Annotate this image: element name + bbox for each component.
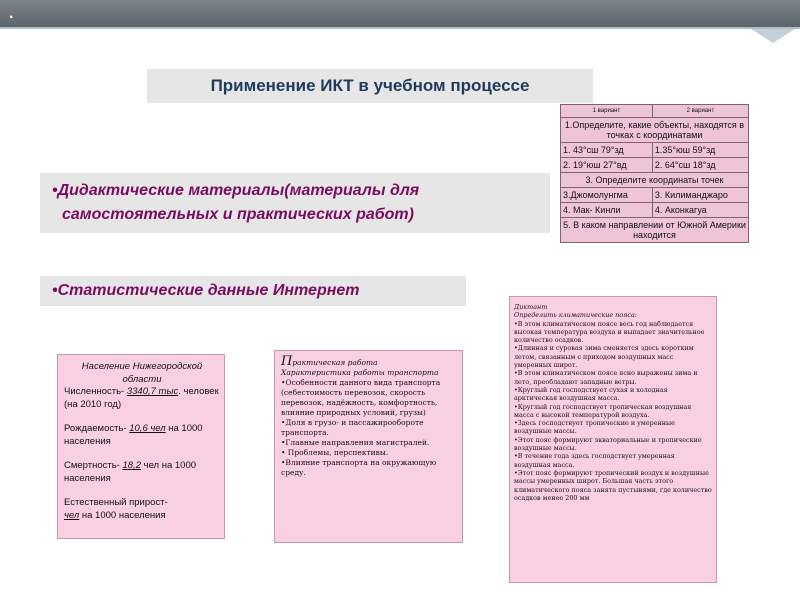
dictation-list [514, 320, 712, 503]
title-bar-divider [0, 27, 800, 29]
quiz-task-3: 3. Определите координаты точек [561, 173, 749, 188]
didactic-line-1: •Дидактические материалы(материалы для [52, 182, 420, 199]
population-count: Численность- 3340,7 тыс. человек (на 2010 год) [64, 386, 219, 410]
quiz-task-1: 1.Определите, какие объекты, находятся в точках с координатами [561, 118, 749, 143]
dictation-subtitle: Определить климатические пояса: [514, 311, 637, 320]
quiz-cell: 1.35°юш 59°зд [652, 143, 748, 158]
quiz-header-variant-2: 2 вариант [652, 105, 748, 118]
quiz-cell: 4. Аконкагуа [652, 203, 748, 218]
list-item: •Влияние транспорта на окружающую среду. [281, 458, 437, 477]
list-item: •Круглый год господствует сухая и холодная арктическая воздушная масса. [514, 385, 668, 403]
didactic-materials-banner [40, 173, 550, 233]
title-bar [0, 0, 800, 27]
quiz-table [560, 104, 749, 243]
quiz-task-5: 5. В каком направлении от Южной Америки находится [561, 218, 749, 243]
practical-title: Практическая работа [281, 354, 378, 369]
dictation-card [509, 296, 717, 583]
list-item: •Главные направления магистралей. [281, 438, 430, 447]
list-item: •В течение года здесь господствует умеренная воздушная масса. [514, 452, 675, 469]
list-item: •В этом климатическом поясе ясно выражены зима и лето, преобладают западные ветры. [514, 369, 698, 386]
corner-triangle-decoration [751, 29, 795, 43]
quiz-cell: 2. 19°юш 27°вд [561, 158, 653, 173]
quiz-cell: 4. Мак- Кинли [561, 203, 653, 218]
list-item: •Здесь господствует тропические и умеренные воздушные массы. [514, 419, 675, 436]
list-item: •Особенности данного вида транспорта (себестоимость перевозок, скорость перевозок, надёжность, комфортность, влияние природных условий, грузы) [281, 378, 441, 417]
quiz-cell: 3.Джомолунгма [561, 188, 653, 203]
list-item: •Доля в грузо- и пассажирообороте транспорта. [281, 418, 424, 437]
list-item: •Круглый год господствует тропическая воздушная масса с высокой температурой воздуха. [514, 402, 692, 419]
quiz-cell: 3. Килиманджаро [652, 188, 748, 203]
dictation-title: Диктант [514, 303, 548, 311]
death-rate: Смертность- 18,2 чел на 1000 населения [64, 460, 197, 484]
quiz-cell: 2. 64°сш 18°зд [652, 158, 748, 173]
list-item: •Этот пояс формируют тропический воздух и воздушные массы умеренных широт. Большая часть этого климатического пояса занята пустынями, где количество осадков менее 200 мм [514, 468, 712, 502]
list-item: • Проблемы, перспективы. [281, 448, 389, 457]
population-card [57, 354, 225, 539]
quiz-cell: 1. 43°сш 79°зд [561, 143, 653, 158]
quiz-header-variant-1: 1 вариант [561, 105, 653, 118]
practical-work-card [274, 350, 463, 543]
internet-statistics-banner: •Статистические данные Интернет [40, 276, 466, 306]
practical-subtitle: Характеристика работы транспорта [281, 368, 439, 377]
birth-rate: Рождаемость- 10,6 чел на 1000 населения [64, 423, 203, 447]
list-item: •В этом климатическом поясе весь год наблюдается высокая температура воздуха и выпадает значительное количество осадков. [514, 319, 705, 345]
slide-heading: Применение ИКТ в учебном процессе [147, 69, 593, 103]
bullet-mark: . [9, 5, 14, 22]
list-item: •Этот пояс формируют экваториальные и тропические воздушные массы. [514, 435, 702, 453]
natural-growth: Естественный прирост- чел на 1000 населения [64, 497, 168, 521]
didactic-line-2: самостоятельных и практических работ) [62, 206, 414, 223]
practical-list [281, 378, 456, 478]
population-title: Население Нижегородской области [81, 361, 203, 385]
list-item: •Длинная и суровая зима сменяется здесь коротким летом, связанным с приходом воздушных масс умеренных широт. [514, 344, 694, 370]
